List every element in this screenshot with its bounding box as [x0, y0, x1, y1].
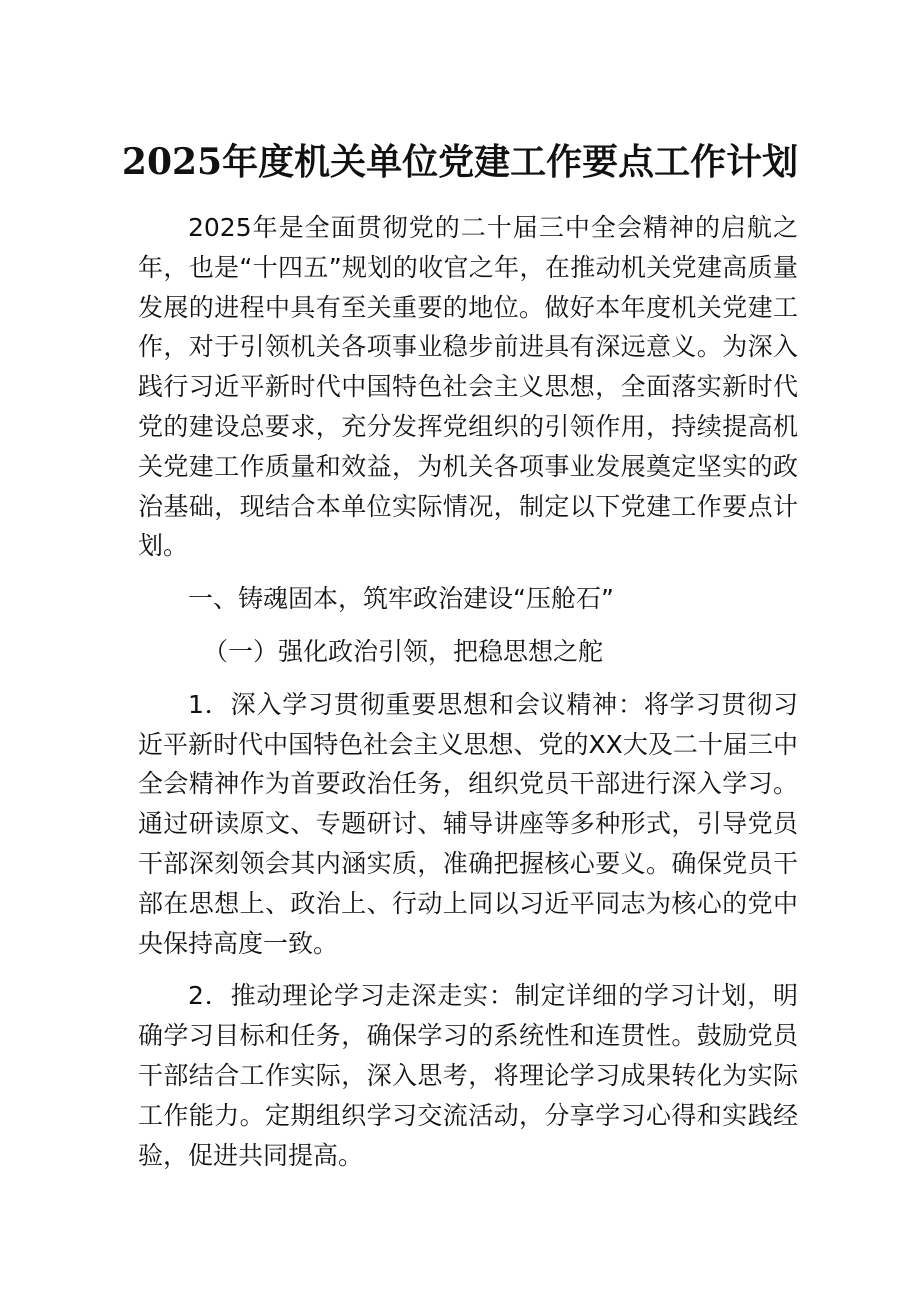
section-heading-1: 一、铸魂固本，筑牢政治建设“压舱石”: [188, 584, 614, 614]
intro-paragraph: 2025年是全面贯彻党的二十届三中全会精神的启航之年，也是“十四五”规划的收官之年，在推动机关党建高质量发展的进程中具有至关重要的地位。做好本年度机关党建工作，对于引领机关各项事业稳步前进具有深远意义。为深入践行习近平新时代中国特色社会主义思想，全面落实新时代党的建设总要求，充分发挥党组织的引领作用，持续提高机关党建工作质量和效益，为机关各项事业发展奠定坚实的政治基础，现结合本单位实际情况，制定以下党建工作要点计划。: [138, 213, 798, 561]
item-paragraph-2: 2．推动理论学习走深走实：制定详细的学习计划，明确学习目标和任务，确保学习的系统性和连贯性。鼓励党员干部结合工作实际，深入思考，将理论学习成果转化为实际工作能力。定期组织学习交流活动，分享学习心得和实践经验，促进共同提高。: [138, 981, 798, 1170]
subsection-heading-1: （一）强化政治引领，把稳思想之舵: [203, 636, 604, 666]
document-body: [138, 208, 798, 1188]
item-paragraph-1: 1．深入学习贯彻重要思想和会议精神：将学习贯彻习近平新时代中国特色社会主义思想、党的XX大及二十届三中全会精神作为首要政治任务，组织党员干部进行深入学习。通过研读原文、专题研讨、辅导讲座等多种形式，引导党员干部深刻领会其内涵实质，准确把握核心要义。确保党员干部在思想上、政治上、行动上同以习近平同志为核心的党中央保持高度一致。: [138, 689, 798, 958]
document-title: 2025年度机关单位党建工作要点工作计划: [121, 141, 799, 183]
